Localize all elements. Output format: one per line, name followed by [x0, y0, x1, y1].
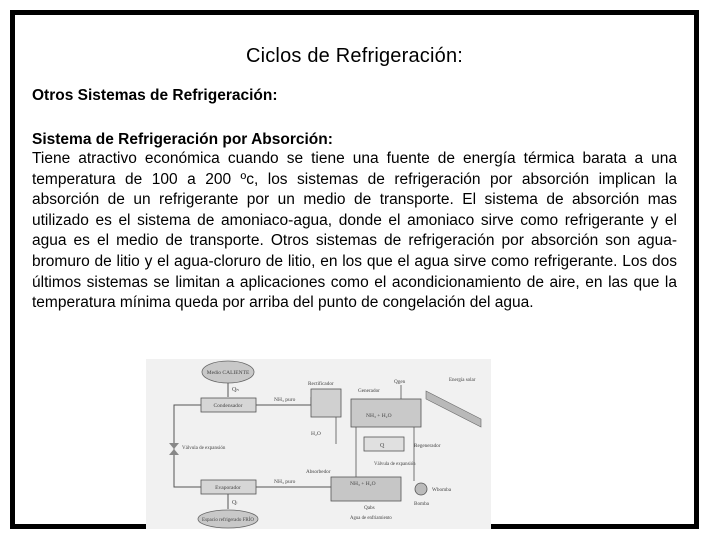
section-heading: Sistema de Refrigeración por Absorción:: [32, 131, 333, 148]
evaporator-label: Evaporador: [215, 485, 241, 491]
body-paragraph: Tiene atractivo económica cuando se tiene una fuente de energía térmica barata a una temperatura de 100 a 200 ºc, los sistemas de refrigeración por absorción implican la absorción de un refrigerante por un medio de transporte. El sistema de absorción mas utilizado es el sistema de amoniaco-agua, donde el amoniaco sirve como refrigerante y el agua es el medio de transporte. Otros sistemas de refrigeración por absorción son agua-bromuro de litio y el agua-cloruro de litio, en los que el agua sirve como refrigerante. Los dos últimos sistemas se limitan a aplicaciones como el acondicionamiento de aire, en las que la temperatura mínima queda por arriba del punto de congelación del agua.: [32, 150, 677, 312]
nh3-pure-top-label: NH₃ puro: [274, 397, 296, 403]
cooling-water-label: Agua de enfriamiento: [350, 516, 392, 521]
nh3-water-generator-label: NH₃ + H₂O: [366, 413, 392, 419]
condenser-label: Condensador: [213, 403, 243, 409]
cold-space-label: Espacio refrigerado FRÍO: [202, 518, 254, 523]
qh-label: Qₕ: [232, 387, 239, 393]
h2o-label: H₂O: [311, 431, 321, 437]
nh3-pure-bottom-label: NH₃ puro: [274, 479, 296, 485]
qgen-label: Qgen: [394, 379, 406, 385]
generator-label: Generador: [358, 388, 380, 394]
absorber-label: Absorbedor: [306, 469, 331, 475]
pump-label: Bomba: [414, 501, 429, 507]
solar-energy-label: Energía solar: [449, 378, 476, 383]
rectifier-label: Rectificador: [308, 381, 334, 387]
expansion-valve-label: Válvula de expansión: [182, 446, 226, 451]
pressure-valve-label: Válvula de expansión: [374, 462, 416, 467]
absorption-cycle-diagram: [146, 359, 491, 529]
ql-label: Qₗ: [232, 500, 238, 506]
qabs-label: Qabs: [364, 505, 375, 511]
hot-medium-cloud: [202, 361, 254, 383]
hot-medium-label: Medio CALIENTE: [206, 370, 250, 376]
q-regenerator-label: Q: [380, 443, 385, 449]
wpump-label: Wbomba: [432, 487, 452, 493]
cold-space-cloud: [198, 510, 258, 528]
slide-frame: [10, 10, 699, 529]
pump-icon: [415, 483, 427, 495]
slide-subtitle: Otros Sistemas de Refrigeración:: [32, 87, 278, 104]
rectifier-box: [311, 389, 341, 417]
regenerator-label: Regenerador: [414, 443, 441, 449]
nh3-water-absorber-label: NH₃ + H₂O: [350, 481, 376, 487]
slide-title: Ciclos de Refrigeración:: [245, 45, 464, 67]
